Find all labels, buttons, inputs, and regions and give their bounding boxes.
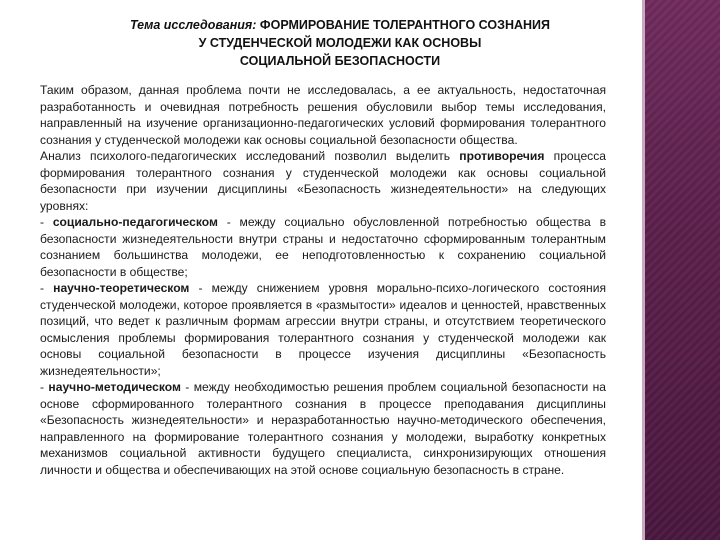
item-2-text: - между снижением уровня морально-психо-логического состояния студенческой молодежи, которое проявляется в «размытости» идеалов и ценностей, нравственных позиций, что ведет к различным формам агрессии внутри страны, и отсутствием теоретического осмысления проблемы формирования толерантного сознания у студенческой молодежи как основы социальной безопасности в процессе изучения дисциплины «Безопасность жизнедеятельности»;	[40, 281, 607, 378]
item-3-text: - между необходимостью решения проблем социальной безопасности на основе сформированного толерантного сознания в процессе преподавания дисциплины «Безопасность жизнедеятельности» и неразработанностью научно-методического обеспечения, направленного на формирование толерантного сознания у молодежи, выработку конкретных механизмов социальной активности будущего специалиста, синхронизирующих отношения личности и общества и обеспечивающих на этой основе социальную безопасность в стране.	[40, 380, 606, 477]
title-line-2: У СТУДЕНЧЕСКОЙ МОЛОДЕЖИ КАК ОСНОВЫ	[198, 36, 482, 50]
title-text-1: ФОРМИРОВАНИЕ ТОЛЕРАНТНОГО СОЗНАНИЯ	[259, 18, 550, 32]
title-line-3: СОЦИАЛЬНОЙ БЕЗОПАСНОСТИ	[239, 54, 441, 68]
decorative-side-band	[642, 0, 720, 540]
paragraph-2	[40, 148, 606, 214]
item-2-bold: научно-теоретическом	[53, 281, 190, 295]
item-1-text: - между социально обусловленной потребностью общества в безопасности жизнедеятельности внутри страны и недостаточно сформированным толерантным сознанием большинства молодежи, ее неподготовленностью к сохранению социальной безопасности в обществе;	[40, 215, 606, 279]
slide-title	[40, 16, 640, 70]
paragraph-2-bold: противоречия	[459, 149, 545, 163]
title-prefix: Тема исследования:	[129, 18, 257, 32]
paragraph-1: Таким образом, данная проблема почти не исследовалась, а ее актуальность, недостаточная разработанность и очевидная потребность решения обусловили выбор темы исследования, направленный на изучение организационно-педагогических условий формирования толерантного сознания у студенческой молодежи как основы социальной безопасности общества.	[40, 83, 606, 147]
title-line-1	[40, 16, 640, 34]
side-band-edge	[642, 0, 645, 540]
paragraph-2-start: Анализ психолого-педагогических исследований позволил выделить	[40, 149, 460, 163]
item-1-dash: -	[40, 215, 53, 229]
list-item-scientific-theoretical	[40, 280, 606, 379]
list-item-scientific-methodical	[40, 379, 606, 478]
item-2-dash: -	[40, 281, 54, 295]
list-item-social-pedagogical	[40, 214, 606, 280]
item-3-dash: -	[40, 380, 49, 394]
paragraph-2-end: процесса формирования толерантного сознания у студенческой молодежи как основы социальной безопасности при изучении дисциплины «Безопасность жизнедеятельности» на следующих уровнях:	[40, 149, 606, 213]
item-3-bold: научно-методическом	[48, 380, 181, 394]
item-1-bold: социально-педагогическом	[52, 215, 218, 229]
body-text	[40, 82, 606, 478]
